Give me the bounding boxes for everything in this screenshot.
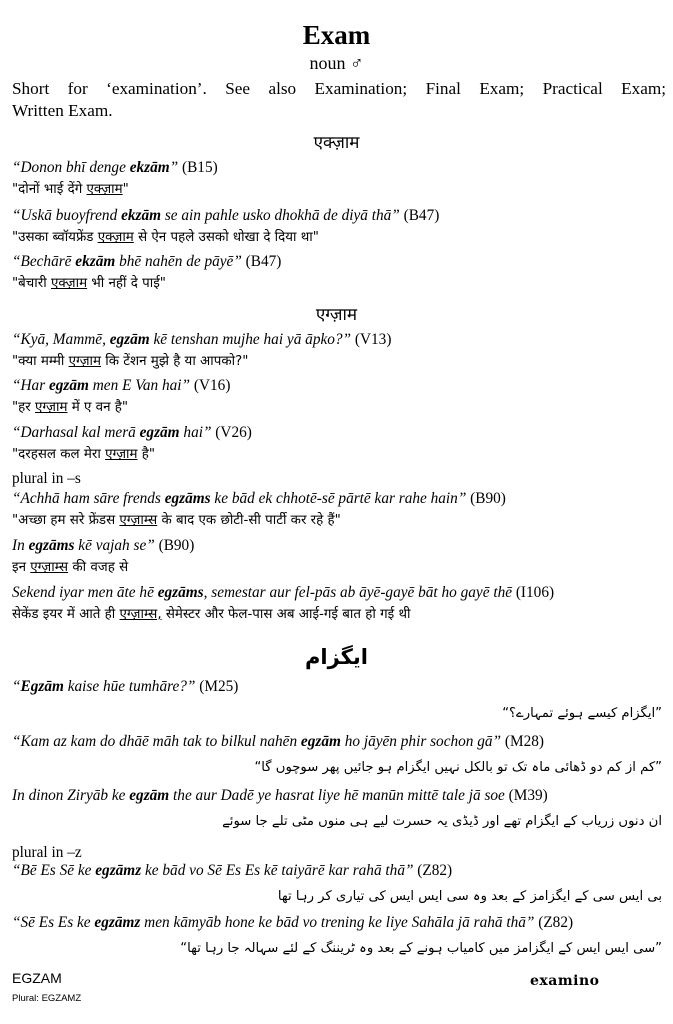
example-reference: (M28) [501,733,544,750]
example-reference: (I106) [512,584,555,601]
example-reference: (B90) [466,490,506,507]
example-reference: (B47) [399,207,440,224]
footer-signature: examino [530,973,600,989]
example-reference: (Z82) [534,914,574,931]
example-quote: “Har egzām men E Van hai” (V16) [12,377,231,394]
example-quote: “Egzām kaise hūe tumhāre?” (M25) [12,678,239,695]
example-reference: (M25) [195,678,239,695]
example-reference: (V16) [190,377,231,394]
example-quote: In egzāms kē vajah se” (B90) [12,537,195,554]
part-of-speech: noun ♂ [309,53,364,73]
section-heading-urdu: ایگزام [305,645,368,669]
example-reference: (B90) [154,537,195,554]
example-urdu: ”ایگزام کیسے ہوئے تمہارے؟“ [502,706,662,721]
example-quote: “Kyā, Mammē, egzām kē tenshan mujhe hai yā āpko?” (V13) [12,331,392,348]
plural-label: plural in –s [12,470,81,487]
example-urdu: بی ایس سی کے ایگزامز کے بعد وہ سی ایس ایس کی تیاری کر رہا تھا [277,889,662,904]
example-reference: (V13) [351,331,392,348]
example-quote: “Bechārē ekzām bhē nahēn de pāyē” (B47) [12,253,282,270]
example-hindi: सेकेंड इयर में आते ही एग्ज़ाम्स, सेमेस्टर और फेल-पास अब आई-गई बात हो गई थी [12,607,411,622]
example-reference: (B15) [178,159,218,176]
example-hindi: इन एग्ज़ाम्स की वजह से [12,560,129,575]
footer-plural: Plural: EGZAMZ [12,993,82,1004]
example-quote: Sekend iyar men āte hē egzāms, semestar aur fel-pās ab āyē-gayē bāt ho gayē thē (I106) [12,584,555,601]
example-hindi: "हर एग्ज़ाम में ए वन है" [12,400,129,415]
example-quote: “Achhā ham sāre frends egzāms ke bād ek chhotē-sē pārtē kar rahe hain” (B90) [12,490,506,507]
example-hindi: "बेचारी एक्ज़ाम भी नहीं दे पाई" [12,276,166,291]
plural-label: plural in –z [12,844,82,861]
example-hindi: "क्या मम्मी एग्ज़ाम कि टेंशन मुझे है या आपको?" [12,354,249,369]
example-reference: (B47) [241,253,282,270]
example-quote: “Bē Es Sē ke egzāmz ke bād vo Sē Es Es kē taiyārē kar rahā thā” (Z82) [12,862,453,879]
example-quote: “Uskā buoyfrend ekzām se ain pahle usko dhokhā de diyā thā” (B47) [12,207,440,224]
example-reference: (M39) [504,787,548,804]
example-urdu: ان دنوں زریاب کے ایگزام تھے اور ڈیڈی یہ حسرت لیے ہی منوں مٹی تلے جا سوئے [222,814,662,829]
definition-line-1: Short for ‘examination’. See also Examination; Final Exam; Practical Exam; [12,79,666,98]
example-reference: (Z82) [413,862,453,879]
definition [12,78,666,122]
example-urdu: ”سی ایس ایس کے ایگزامز میں کامیاب ہونے کے بعد وہ ٹریننگ کے لئے سہالہ جا رہا تھا“ [180,941,662,956]
example-urdu: ”کم از کم دو ڈھائی ماہ تک تو بالکل نہیں ایگزام ہو جائیں پھر سوچوں گا“ [254,760,662,775]
example-hindi: "दरहसल कल मेरा एग्ज़ाम है" [12,447,156,462]
example-quote: “Darhasal kal merā egzām hai” (V26) [12,424,252,441]
example-hindi: "दोनों भाई देंगे एक्ज़ाम" [12,182,129,197]
definition-line-2: Written Exam. [12,101,113,120]
example-quote: “Donon bhī denge ekzām” (B15) [12,159,218,176]
footer-headword: EGZAM [12,970,62,986]
example-quote: “Kam az kam do dhāē māh tak to bilkul nahēn egzām ho jāyēn phir sochon gā” (M28) [12,733,544,750]
section-heading-ekzam: एक्ज़ाम [313,133,360,153]
example-reference: (V26) [211,424,252,441]
entry-title: Exam [302,20,371,50]
example-hindi: "अच्छा हम सरे फ्रेंडस एग्ज़ाम्स के बाद एक छोटी-सी पार्टी कर रहे हैं" [12,513,341,528]
example-quote: In dinon Ziryāb ke egzām the aur Dadē ye hasrat liye hē manūn mittē tale jā soe (M39) [12,787,548,804]
section-heading-egzam: एग्ज़ाम [315,305,358,325]
example-hindi: "उसका ब्वॉयफ्रेंड एक्ज़ाम से ऐन पहले उसको धोखा दे दिया था" [12,230,319,245]
example-quote: “Sē Es Es ke egzāmz men kāmyāb hone ke bād vo trening ke liye Sahāla jā rahā thā” (Z82) [12,914,574,931]
